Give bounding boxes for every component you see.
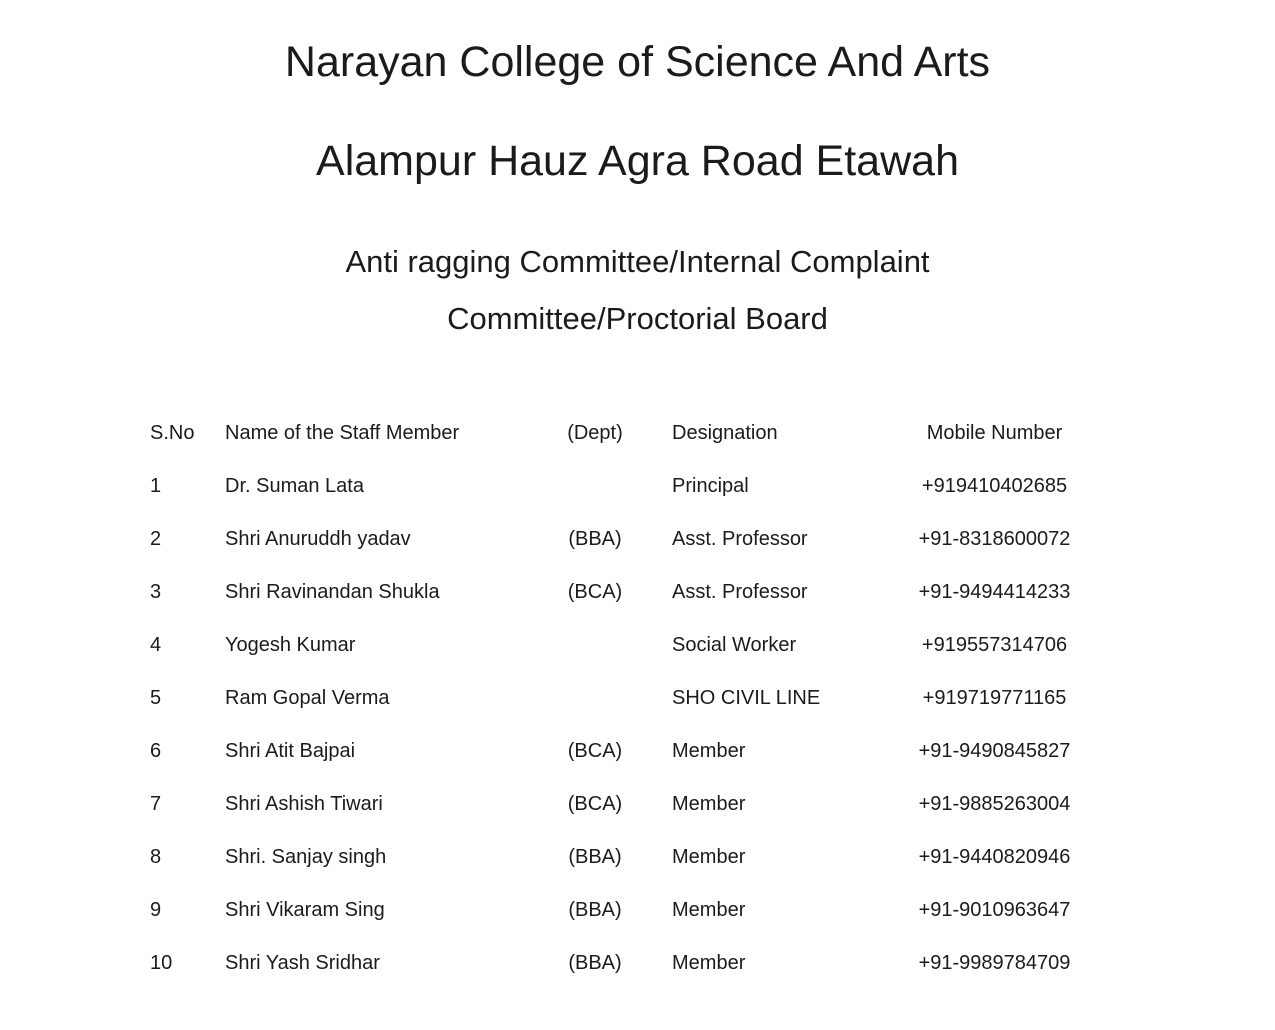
table-row: [150, 619, 1087, 672]
cell-dept: (BBA): [568, 898, 622, 921]
cell-name: Shri Atit Bajpai: [225, 739, 356, 762]
header-name: Name of the Staff Member: [225, 421, 460, 444]
cell-mobile: +919557314706: [921, 633, 1068, 656]
cell-designation: Principal: [672, 474, 749, 497]
committee-heading-line1: Anti ragging Committee/Internal Complaint: [345, 243, 930, 279]
cell-sno: 2: [150, 527, 162, 550]
header-dept: (Dept): [567, 421, 623, 444]
cell-name: Dr. Suman Lata: [225, 474, 364, 497]
committee-heading: [0, 233, 1275, 347]
cell-designation: Asst. Professor: [672, 580, 808, 603]
cell-dept: (BBA): [568, 527, 622, 550]
table-row: [150, 460, 1087, 513]
staff-table: [150, 407, 1087, 990]
cell-name: Ram Gopal Verma: [225, 686, 390, 709]
cell-mobile: +91-9989784709: [918, 951, 1071, 974]
cell-dept: (BBA): [568, 951, 622, 974]
cell-sno: 9: [150, 898, 162, 921]
cell-mobile: +919410402685: [921, 474, 1068, 497]
cell-designation: Member: [672, 739, 746, 762]
cell-mobile: +91-9885263004: [918, 792, 1071, 815]
cell-designation: Asst. Professor: [672, 527, 808, 550]
table-row: [150, 513, 1087, 566]
cell-sno: 8: [150, 845, 162, 868]
cell-designation: Member: [672, 845, 746, 868]
cell-dept: (BCA): [567, 739, 623, 762]
cell-designation: Member: [672, 951, 746, 974]
table-row: [150, 725, 1087, 778]
table-row: [150, 778, 1087, 831]
cell-sno: 7: [150, 792, 162, 815]
cell-name: Yogesh Kumar: [225, 633, 356, 656]
cell-name: Shri Ravinandan Shukla: [225, 580, 440, 603]
cell-mobile: +91-9494414233: [918, 580, 1071, 603]
cell-designation: Member: [672, 792, 746, 815]
table-row: [150, 566, 1087, 619]
header-designation: Designation: [672, 421, 778, 444]
cell-sno: 4: [150, 633, 162, 656]
cell-sno: 5: [150, 686, 162, 709]
address-subtitle: Alampur Hauz Agra Road Etawah: [316, 137, 959, 186]
cell-designation: Social Worker: [672, 633, 797, 656]
cell-mobile: +91-9440820946: [918, 845, 1071, 868]
cell-dept: [530, 460, 660, 513]
cell-mobile: +91-9010963647: [918, 898, 1071, 921]
cell-name: Shri Ashish Tiwari: [225, 792, 383, 815]
cell-sno: 6: [150, 739, 162, 762]
cell-name: Shri Yash Sridhar: [225, 951, 380, 974]
cell-name: Shri Vikaram Sing: [225, 898, 385, 921]
table-header-row: [150, 407, 1087, 460]
cell-dept: (BBA): [568, 845, 622, 868]
cell-sno: 1: [150, 474, 162, 497]
cell-mobile: +919719771165: [922, 686, 1067, 709]
cell-mobile: +91-9490845827: [918, 739, 1071, 762]
cell-mobile: +91-8318600072: [918, 527, 1071, 550]
table-row: [150, 884, 1087, 937]
cell-designation: SHO CIVIL LINE: [672, 686, 821, 709]
cell-designation: Member: [672, 898, 746, 921]
table-row: [150, 831, 1087, 884]
header-sno: S.No: [150, 421, 195, 444]
cell-name: Shri. Sanjay singh: [225, 845, 387, 868]
table-row: [150, 937, 1087, 990]
cell-dept: [530, 619, 660, 672]
cell-name: Shri Anuruddh yadav: [225, 527, 411, 550]
cell-sno: 10: [150, 951, 173, 974]
cell-dept: [530, 672, 660, 725]
committee-heading-line2: Committee/Proctorial Board: [447, 300, 828, 336]
page-title: Narayan College of Science And Arts: [284, 38, 991, 86]
header-mobile: Mobile Number: [926, 421, 1063, 444]
cell-sno: 3: [150, 580, 162, 603]
cell-dept: (BCA): [567, 580, 623, 603]
table-row: [150, 672, 1087, 725]
cell-dept: (BCA): [567, 792, 623, 815]
